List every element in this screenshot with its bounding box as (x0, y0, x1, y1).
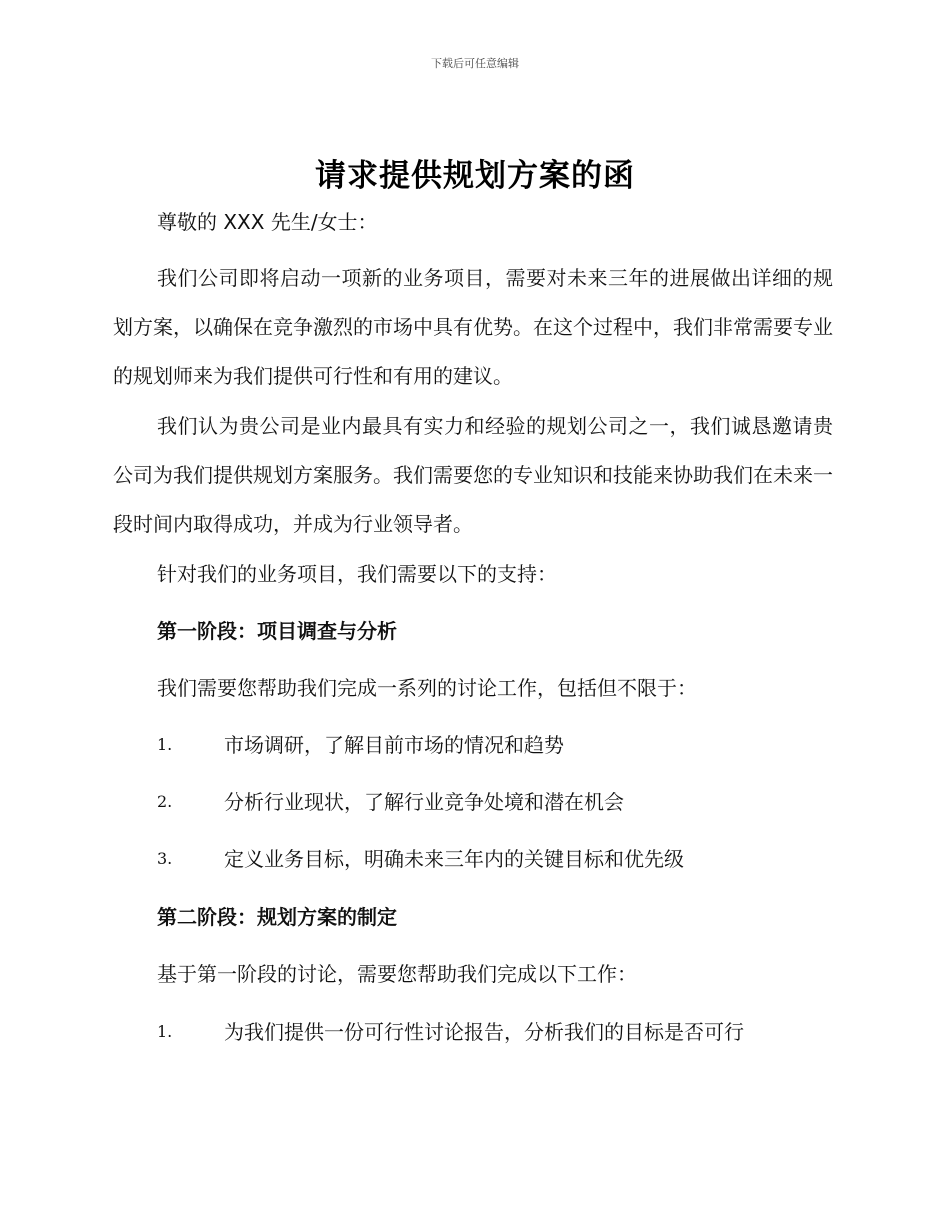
list-text: 市场调研，了解目前市场的情况和趋势 (224, 733, 564, 757)
paragraph-1: 我们公司即将启动一项新的业务项目，需要对未来三年的进展做出详细的规划方案，以确保在竞争激烈的市场中具有优势。在这个过程中，我们非常需要专业的规划师来为我们提供可行性和有用的建议。 (113, 266, 833, 388)
list-text: 为我们提供一份可行性讨论报告，分析我们的目标是否可行 (224, 1020, 744, 1044)
list-number: 1. (157, 735, 173, 754)
list-text: 分析行业现状，了解行业竞争处境和潜在机会 (224, 790, 624, 814)
phase1-intro: 我们需要您帮助我们完成一系列的讨论工作，包括但不限于： (157, 676, 697, 700)
salutation: 尊敬的 XXX 先生/女士： (157, 210, 378, 234)
page-title: 请求提供规划方案的函 (315, 158, 635, 194)
phase2-heading: 第二阶段：规划方案的制定 (157, 905, 397, 929)
phase2-intro: 基于第一阶段的讨论，需要您帮助我们完成以下工作： (157, 962, 637, 986)
paragraph-2: 我们认为贵公司是业内最具有实力和经验的规划公司之一，我们诚恳邀请贵公司为我们提供规划方案服务。我们需要您的专业知识和技能来协助我们在未来一段时间内取得成功，并成为行业领导者。 (113, 414, 833, 536)
list-number: 1. (157, 1022, 173, 1041)
support-intro: 针对我们的业务项目，我们需要以下的支持： (157, 562, 557, 586)
list-number: 3. (157, 849, 173, 868)
header-note: 下载后可任意编辑 (431, 57, 519, 70)
phase1-heading: 第一阶段：项目调查与分析 (157, 619, 397, 643)
list-text: 定义业务目标，明确未来三年内的关键目标和优先级 (224, 847, 684, 871)
list-number: 2. (157, 792, 173, 811)
